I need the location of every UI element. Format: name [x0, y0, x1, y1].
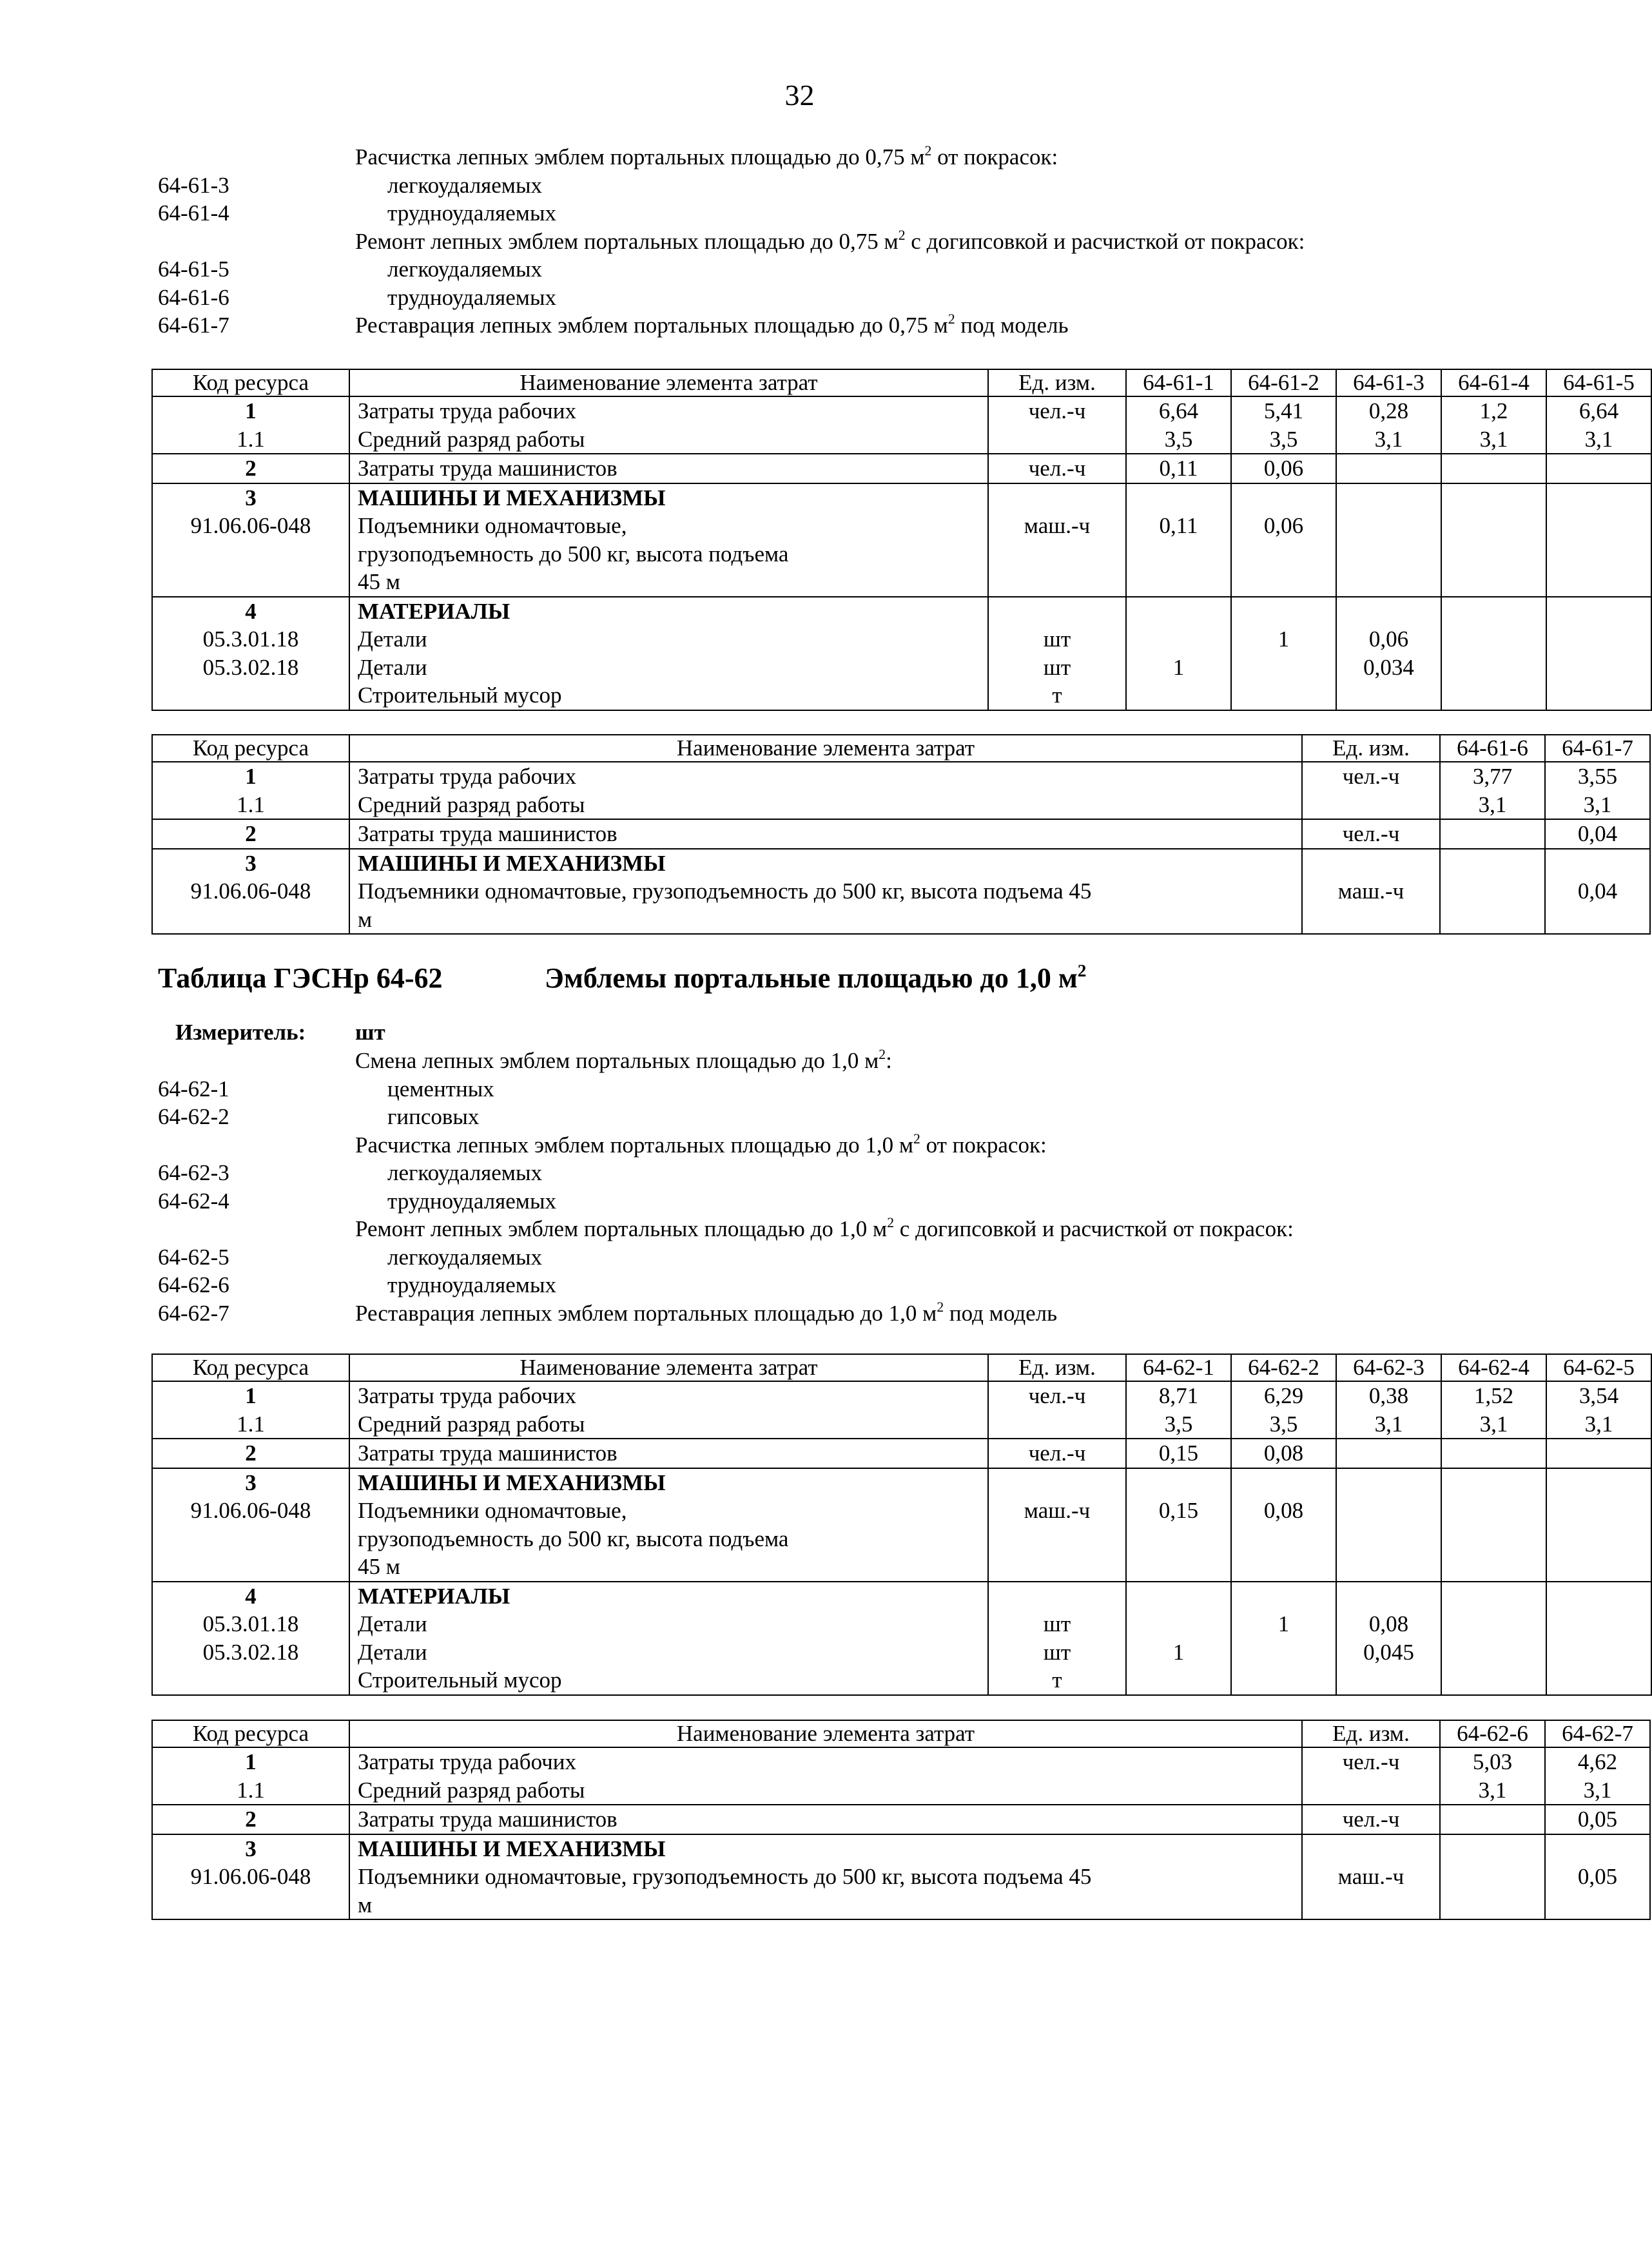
list-item-text: легкоудаляемых	[387, 172, 542, 198]
table-row: 4 05.3.01.18 05.3.02.18 МАТЕРИАЛЫ Детали Детали Строительный мусор шт шт т 1 1 0,06 0,034	[152, 597, 1651, 710]
list-item-text: Реставрация лепных эмблем портальных площадью до 0,75 $м^2$ под модель	[355, 311, 1069, 338]
resource-table-64-62-1-5	[151, 1354, 1652, 1696]
list-item	[158, 1047, 1511, 1075]
table-row: 1 1.1 Затраты труда рабочих Средний разряд работы чел.-ч 5,03 3,1 4,62 3,1	[152, 1747, 1650, 1805]
list-item	[158, 199, 1511, 228]
list-item-text: Ремонт лепных эмблем портальных площадью до 0,75 $м^2$ с догипсовкой и расчисткой от покрасок:	[355, 227, 1305, 254]
header-norm-code: 64-62-6	[1440, 1720, 1545, 1747]
header-norm-code: 64-61-7	[1545, 735, 1650, 762]
list-item-text: цементных	[387, 1076, 494, 1101]
table-header-row	[152, 1354, 1651, 1381]
table-row: 1 1.1 Затраты труда рабочих Средний разряд работы чел.-ч 3,77 3,1 3,55 3,1	[152, 762, 1650, 819]
header-norm-code: 64-61-5	[1546, 369, 1651, 396]
header-norm-code: 64-61-1	[1126, 369, 1231, 396]
work-list-64-62	[158, 1047, 1511, 1327]
list-item	[158, 1131, 1511, 1160]
list-item-code: 64-61-6	[158, 284, 229, 310]
table-row: 1 1.1 Затраты труда рабочих Средний разряд работы чел.-ч 8,71 3,5 6,29 3,5 0,38 3,1 1,52 3,1 3,54 3,1	[152, 1381, 1651, 1439]
list-item-text: трудноудаляемых	[387, 1272, 556, 1297]
table-row: 1 1.1 Затраты труда рабочих Средний разряд работы чел.-ч 6,64 3,5 5,41 3,5 0,28 3,1 1,2 3,1 6,64 3,1	[152, 396, 1651, 454]
table-row: 3 91.06.06-048 МАШИНЫ И МЕХАНИЗМЫ Подъемники одномачтовые, грузоподъемность до 500 кг, высота подъема 45 м маш.-ч 0,04	[152, 849, 1650, 935]
header-name: Наименование элемента затрат	[349, 1354, 988, 1381]
list-item	[158, 143, 1511, 171]
resource-table-64-62-6-7	[151, 1720, 1651, 1920]
header-name: Наименование элемента затрат	[349, 735, 1302, 762]
header-unit: Ед. изм.	[988, 369, 1126, 396]
header-name: Наименование элемента затрат	[349, 1720, 1302, 1747]
header-norm-code: 64-62-4	[1441, 1354, 1546, 1381]
header-unit: Ед. изм.	[988, 1354, 1126, 1381]
list-item-code: 64-62-6	[158, 1272, 229, 1297]
resource-table-64-61-1-5	[151, 369, 1652, 711]
list-item-code: 64-62-3	[158, 1160, 229, 1185]
header-norm-code: 64-62-7	[1545, 1720, 1650, 1747]
list-item-code: 64-61-7	[158, 313, 229, 338]
measure-label: Измеритель:	[175, 1020, 306, 1045]
header-name: Наименование элемента затрат	[349, 369, 988, 396]
table-row: 2 Затраты труда машинистов чел.-ч 0,05	[152, 1805, 1650, 1834]
table-header-row	[152, 735, 1650, 762]
table-row: 2 Затраты труда машинистов чел.-ч 0,15 0,08	[152, 1439, 1651, 1468]
header-norm-code: 64-62-5	[1546, 1354, 1651, 1381]
list-item	[158, 284, 1511, 312]
list-item	[158, 1271, 1511, 1299]
list-item	[158, 311, 1511, 340]
header-norm-code: 64-62-3	[1336, 1354, 1441, 1381]
page-number: 32	[784, 79, 815, 112]
list-item-text: легкоудаляемых	[387, 257, 542, 282]
list-item-text: легкоудаляемых	[387, 1160, 542, 1185]
table-header-row	[152, 1720, 1650, 1747]
header-norm-code: 64-61-2	[1231, 369, 1336, 396]
list-item-code: 64-62-7	[158, 1300, 229, 1326]
header-code: Код ресурса	[152, 1354, 349, 1381]
list-item-code: 64-62-2	[158, 1104, 229, 1129]
list-item-code: 64-61-4	[158, 200, 229, 226]
list-item	[158, 255, 1511, 284]
list-item-code: 64-62-1	[158, 1076, 229, 1101]
list-item-text: Ремонт лепных эмблем портальных площадью до 1,0 $м^2$ с догипсовкой и расчисткой от покрасок:	[355, 1215, 1294, 1241]
table-row: 2 Затраты труда машинистов чел.-ч 0,11 0,06	[152, 454, 1651, 483]
resource-table-64-61-6-7	[151, 734, 1651, 935]
list-item	[158, 1103, 1511, 1131]
list-item	[158, 1215, 1511, 1243]
list-item-text: Смена лепных эмблем портальных площадью до 1,0 $м^2$:	[355, 1047, 892, 1073]
work-list-64-61	[158, 143, 1511, 340]
table-row: 3 91.06.06-048 МАШИНЫ И МЕХАНИЗМЫ Подъемники одномачтовые, грузоподъемность до 500 кг, высота подъема 45 м маш.-ч 0,11 0,06	[152, 483, 1651, 597]
list-item	[158, 1075, 1511, 1103]
header-norm-code: 64-61-4	[1441, 369, 1546, 396]
list-item-text: Расчистка лепных эмблем портальных площадью до 1,0 $м^2$ от покрасок:	[355, 1130, 1047, 1158]
header-norm-code: 64-62-2	[1231, 1354, 1336, 1381]
list-item-text: трудноудаляемых	[387, 1188, 556, 1214]
list-item-code: 64-62-5	[158, 1244, 229, 1270]
table-row: 4 05.3.01.18 05.3.02.18 МАТЕРИАЛЫ Детали Детали Строительный мусор шт шт т 1 1 0,08 0,045	[152, 1582, 1651, 1695]
header-norm-code: 64-62-1	[1126, 1354, 1231, 1381]
list-item-text: Реставрация лепных эмблем портальных площадью до 1,0 $м^2$ под модель	[355, 1299, 1058, 1326]
list-item	[158, 228, 1511, 256]
header-code: Код ресурса	[152, 1720, 349, 1747]
table-header-row	[152, 369, 1651, 396]
header-unit: Ед. изм.	[1302, 735, 1440, 762]
list-item-code: 64-61-3	[158, 172, 229, 198]
header-unit: Ед. изм.	[1302, 1720, 1440, 1747]
section-title: Эмблемы портальные площадью до 1,0 $м^2$	[545, 960, 1087, 994]
header-norm-code: 64-61-3	[1336, 369, 1441, 396]
list-item	[158, 1187, 1511, 1216]
table-row: 2 Затраты труда машинистов чел.-ч 0,04	[152, 819, 1650, 849]
list-item	[158, 1243, 1511, 1272]
measure-value: шт	[355, 1020, 385, 1045]
table-label: Таблица ГЭСНр 64-62	[158, 962, 443, 994]
list-item	[158, 171, 1511, 200]
list-item-text: Расчистка лепных эмблем портальных площадью до 0,75 $м^2$ от покрасок:	[355, 143, 1058, 170]
list-item-text: легкоудаляемых	[387, 1244, 542, 1270]
table-row: 3 91.06.06-048 МАШИНЫ И МЕХАНИЗМЫ Подъемники одномачтовые, грузоподъемность до 500 кг, высота подъема 45 м маш.-ч 0,05	[152, 1834, 1650, 1920]
list-item-code: 64-61-5	[158, 257, 229, 282]
list-item-text: гипсовых	[387, 1104, 480, 1129]
list-item	[158, 1159, 1511, 1187]
list-item-code: 64-62-4	[158, 1188, 229, 1214]
list-item	[158, 1299, 1511, 1328]
header-code: Код ресурса	[152, 735, 349, 762]
list-item-text: трудноудаляемых	[387, 284, 556, 310]
list-item-text: трудноудаляемых	[387, 200, 556, 226]
header-norm-code: 64-61-6	[1440, 735, 1545, 762]
header-code: Код ресурса	[152, 369, 349, 396]
table-row: 3 91.06.06-048 МАШИНЫ И МЕХАНИЗМЫ Подъемники одномачтовые, грузоподъемность до 500 кг, высота подъема 45 м маш.-ч 0,15 0,08	[152, 1468, 1651, 1582]
